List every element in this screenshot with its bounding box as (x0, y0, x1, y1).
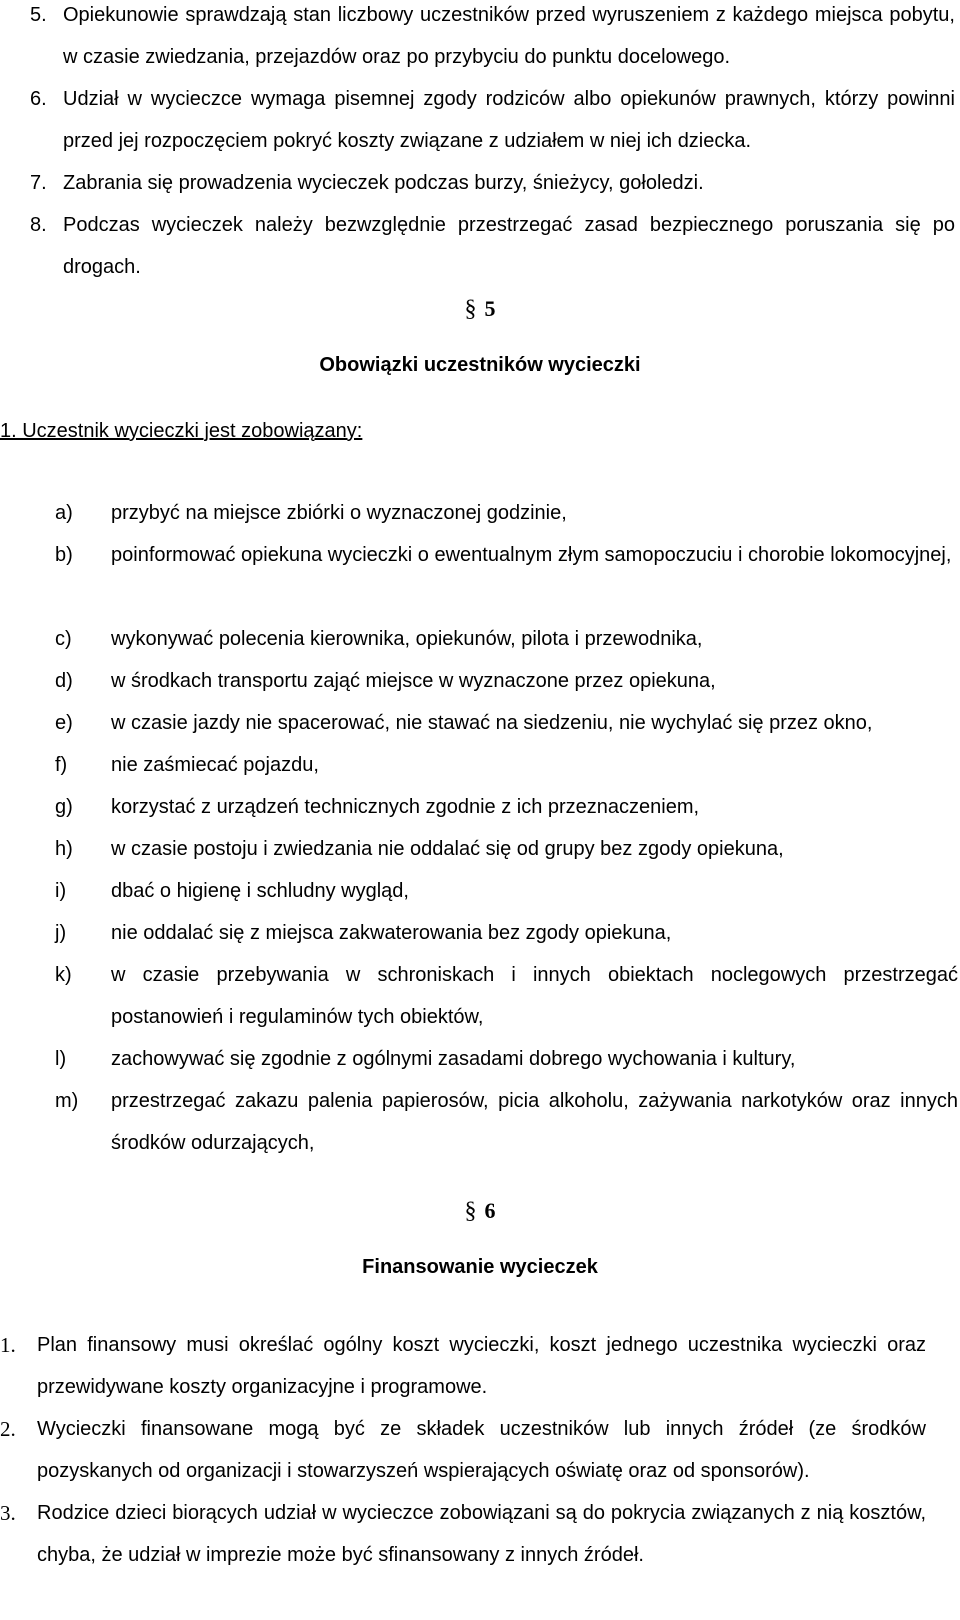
section-symbol: § (464, 1198, 477, 1224)
item-text: Opiekunowie sprawdzają stan liczbowy uczestników przed wyruszeniem z każdego miejsca pobytu, w czasie zwiedzania, przejazdów oraz po przybyciu do punktu docelowego. (63, 4, 955, 68)
item-text: Zabrania się prowadzenia wycieczek podczas burzy, śnieżycy, gołoledzi. (63, 172, 704, 194)
item-text: w czasie przebywania w schroniskach i innych obiektach noclegowych przestrzegać postanowień i regulaminów tych obiektów, (111, 964, 958, 1028)
item-text: w czasie jazdy nie spacerować, nie stawać na siedzeniu, nie wychylać się przez okno, (111, 712, 873, 734)
item-label: h) (55, 838, 73, 860)
item-label: m) (55, 1090, 79, 1112)
item-label: g) (55, 796, 73, 818)
item-label: k) (55, 964, 72, 986)
item-text: dbać o higienę i schludny wygląd, (111, 880, 409, 902)
section-number (0, 296, 960, 323)
item-text: nie oddalać się z miejsca zakwaterowania bez zgody opiekuna, (111, 922, 672, 944)
item-text: przybyć na miejsce zbiórki o wyznaczonej godzinie, (111, 502, 567, 524)
item-text: w środkach transportu zająć miejsce w wyznaczone przez opiekuna, (111, 670, 716, 692)
item-text: przestrzegać zakazu palenia papierosów, picia alkoholu, zażywania narkotyków oraz innych środków odurzających, (111, 1090, 958, 1154)
item-text: wykonywać polecenia kierownika, opiekunów, pilota i przewodnika, (111, 628, 703, 650)
section-number-value: 5 (484, 296, 496, 321)
item-label: c) (55, 628, 72, 650)
item-label: b) (55, 544, 73, 566)
section-heading: Finansowanie wycieczek (362, 1256, 598, 1278)
item-text: Wycieczki finansowane mogą być ze składek uczestników lub innych źródeł (ze środków pozyskanych od organizacji i stowarzyszeń wspierających oświatę oraz od sponsorów). (37, 1418, 926, 1482)
item-text: poinformować opiekuna wycieczki o ewentualnym złym samopoczuciu i chorobie lokomocyjnej, (111, 544, 952, 566)
item-label: f) (55, 754, 68, 776)
item-number: 2. (0, 1417, 16, 1441)
item-label: l) (55, 1048, 67, 1070)
item-text: Plan finansowy musi określać ogólny koszt wycieczki, koszt jednego uczestnika wycieczki oraz przewidywane koszty organizacyjne i programowe. (37, 1334, 926, 1398)
item-number: 7. (30, 172, 47, 194)
item-label: a) (55, 502, 73, 524)
section-number-value: 6 (484, 1198, 496, 1223)
item-text: korzystać z urządzeń technicznych zgodnie z ich przeznaczeniem, (111, 796, 700, 818)
item-number: 5. (30, 4, 47, 26)
item-text: w czasie postoju i zwiedzania nie oddalać się od grupy bez zgody opiekuna, (111, 838, 784, 860)
section-heading: Obowiązki uczestników wycieczki (319, 354, 641, 376)
section-number (0, 1198, 960, 1225)
section-symbol: § (464, 296, 477, 322)
item-text: Podczas wycieczek należy bezwzględnie przestrzegać zasad bezpiecznego poruszania się po drogach. (63, 214, 955, 278)
item-text: zachowywać się zgodnie z ogólnymi zasadami dobrego wychowania i kultury, (111, 1048, 796, 1070)
item-number: 3. (0, 1501, 16, 1525)
item-label: d) (55, 670, 73, 692)
item-label: e) (55, 712, 73, 734)
item-label: j) (55, 922, 67, 944)
item-number: 6. (30, 88, 47, 110)
section-intro: 1. Uczestnik wycieczki jest zobowiązany: (0, 420, 363, 442)
item-number: 8. (30, 214, 47, 236)
item-text: nie zaśmiecać pojazdu, (111, 754, 319, 776)
item-number: 1. (0, 1333, 16, 1357)
item-label: i) (55, 880, 67, 902)
item-text: Rodzice dzieci biorących udział w wycieczce zobowiązani są do pokrycia związanych z nią kosztów, chyba, że udział w imprezie może być sfinansowany z innych źródeł. (37, 1502, 926, 1566)
item-text: Udział w wycieczce wymaga pisemnej zgody rodziców albo opiekunów prawnych, którzy powinni przed jej rozpoczęciem pokryć koszty związane z udziałem w niej ich dziecka. (63, 88, 955, 152)
